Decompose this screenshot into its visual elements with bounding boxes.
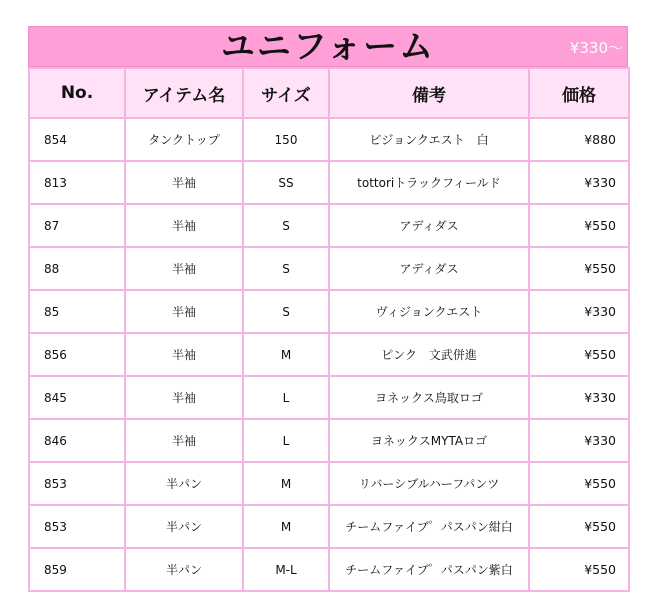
header-row — [29, 68, 629, 118]
cell-note: ヨネックス鳥取ロゴ — [329, 376, 529, 419]
table-row — [29, 548, 629, 591]
cell-no: 854 — [29, 118, 125, 161]
cell-size: L — [243, 376, 329, 419]
cell-note: ビジョンクエスト 白 — [329, 118, 529, 161]
cell-no: 88 — [29, 247, 125, 290]
column-header-size: サイズ — [243, 68, 329, 118]
table-row — [29, 161, 629, 204]
column-header-price: 価格 — [529, 68, 629, 118]
cell-price: ¥330 — [529, 376, 629, 419]
cell-no: 853 — [29, 462, 125, 505]
cell-no: 853 — [29, 505, 125, 548]
cell-price: ¥330 — [529, 161, 629, 204]
table-row — [29, 333, 629, 376]
cell-item: 半パン — [125, 548, 243, 591]
cell-price: ¥550 — [529, 333, 629, 376]
cell-price: ¥880 — [529, 118, 629, 161]
cell-no: 87 — [29, 204, 125, 247]
table-row — [29, 505, 629, 548]
cell-price: ¥550 — [529, 505, 629, 548]
table-row — [29, 247, 629, 290]
cell-item: 半パン — [125, 462, 243, 505]
cell-note: チームファイブ゜パスパン紺白 — [329, 505, 529, 548]
cell-size: SS — [243, 161, 329, 204]
cell-size: M-L — [243, 548, 329, 591]
cell-no: 813 — [29, 161, 125, 204]
cell-note: ヨネックスMYTAロゴ — [329, 419, 529, 462]
uniform-table — [28, 67, 630, 592]
uniform-price-sheet — [28, 26, 628, 596]
column-header-item: アイテム名 — [125, 68, 243, 118]
table-row — [29, 462, 629, 505]
cell-item: 半袖 — [125, 161, 243, 204]
cell-size: 150 — [243, 118, 329, 161]
cell-item: タンクトップ — [125, 118, 243, 161]
cell-size: L — [243, 419, 329, 462]
cell-item: 半袖 — [125, 290, 243, 333]
cell-size: M — [243, 462, 329, 505]
cell-item: 半パン — [125, 505, 243, 548]
cell-no: 846 — [29, 419, 125, 462]
column-header-note: 備考 — [329, 68, 529, 118]
cell-size: S — [243, 290, 329, 333]
cell-item: 半袖 — [125, 247, 243, 290]
cell-item: 半袖 — [125, 376, 243, 419]
price-note: ¥330〜 — [569, 39, 623, 57]
cell-size: M — [243, 505, 329, 548]
table-row — [29, 376, 629, 419]
cell-note: ピンク 文武併進 — [329, 333, 529, 376]
column-header-no: No. — [29, 68, 125, 118]
cell-note: ヴィジョンクエスト — [329, 290, 529, 333]
cell-note: アディダス — [329, 247, 529, 290]
table-row — [29, 290, 629, 333]
cell-no: 859 — [29, 548, 125, 591]
cell-price: ¥550 — [529, 204, 629, 247]
cell-note: チームファイブ゜パスパン紫白 — [329, 548, 529, 591]
page-title: ユニフォーム — [220, 27, 436, 67]
cell-note: アディダス — [329, 204, 529, 247]
cell-size: S — [243, 204, 329, 247]
cell-price: ¥330 — [529, 419, 629, 462]
cell-price: ¥550 — [529, 247, 629, 290]
cell-no: 845 — [29, 376, 125, 419]
cell-price: ¥550 — [529, 548, 629, 591]
cell-price: ¥550 — [529, 462, 629, 505]
title-bar — [28, 26, 628, 67]
cell-note: リバーシブルハーフパンツ — [329, 462, 529, 505]
table-row — [29, 419, 629, 462]
cell-no: 856 — [29, 333, 125, 376]
cell-item: 半袖 — [125, 333, 243, 376]
table-row — [29, 118, 629, 161]
cell-note: tottoriトラックフィールド — [329, 161, 529, 204]
cell-price: ¥330 — [529, 290, 629, 333]
cell-no: 85 — [29, 290, 125, 333]
cell-size: M — [243, 333, 329, 376]
cell-item: 半袖 — [125, 419, 243, 462]
cell-size: S — [243, 247, 329, 290]
cell-item: 半袖 — [125, 204, 243, 247]
table-row — [29, 204, 629, 247]
